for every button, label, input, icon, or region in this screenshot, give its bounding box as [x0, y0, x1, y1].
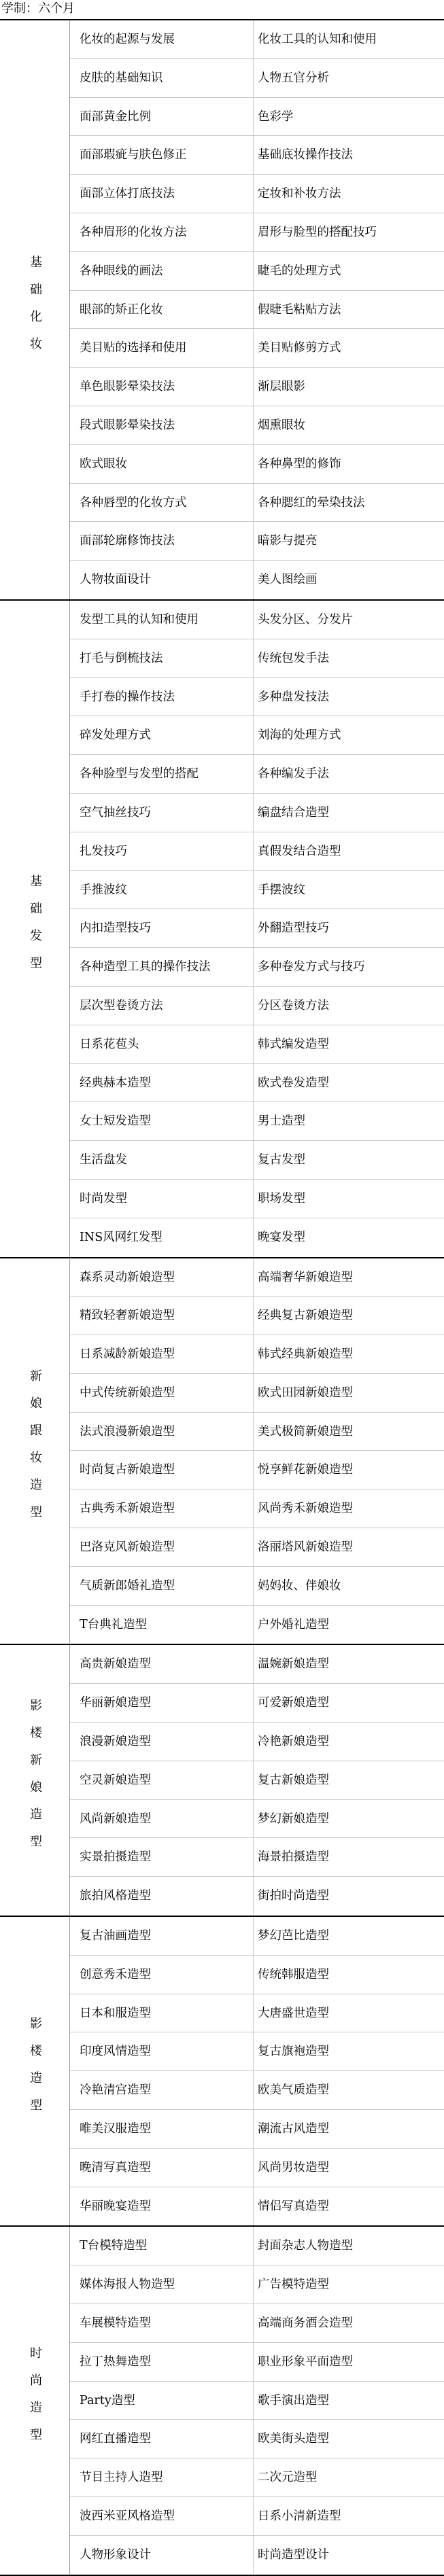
table-row [70, 1838, 444, 1877]
table-row [70, 2110, 444, 2149]
table-row [70, 2420, 444, 2458]
table-row [70, 1645, 444, 1684]
course-item-left: 生活盘发 [70, 1141, 254, 1179]
course-item-left: 面部轮廓修饰技法 [70, 522, 254, 560]
course-item-left: 华丽晚宴造型 [70, 2187, 254, 2226]
course-item-left: 华丽新娘造型 [70, 1684, 254, 1722]
course-item-right: 海景拍摄造型 [258, 1850, 329, 1865]
table-row [70, 406, 444, 445]
course-item-left: 发型工具的认知和使用 [70, 601, 254, 639]
course-item-right: 传统韩服造型 [258, 1967, 329, 1981]
course-item-right: 封面杂志人物造型 [258, 2239, 353, 2253]
table-row [70, 987, 444, 1025]
course-item-right: 眉形与脸型的搭配技巧 [258, 225, 377, 239]
course-item-right: 风尚秀禾新娘造型 [258, 1502, 353, 1516]
course-item-left: 内扣造型技巧 [70, 909, 254, 947]
course-item-left: T台典礼造型 [70, 1606, 254, 1644]
table-row [70, 2032, 444, 2071]
course-item-left: 各种眉形的化妆方法 [70, 213, 254, 251]
course-item-right: 男士造型 [258, 1114, 305, 1129]
table-row [70, 2343, 444, 2382]
table-row [70, 561, 444, 599]
course-item-right: 渐层眼影 [258, 380, 305, 394]
table-row [70, 2265, 444, 2304]
course-item-right: 编盘结合造型 [258, 805, 329, 819]
course-item-right: 梦幻芭比造型 [258, 1929, 329, 1943]
course-item-left: 巴洛克风新娘造型 [70, 1528, 254, 1566]
table-row [70, 1877, 444, 1916]
course-item-right: 复古新娘造型 [258, 1773, 329, 1787]
schedule-header: 学制：六个月 [1, 1, 75, 16]
course-item-right: 妈妈妆、伴娘妆 [258, 1578, 341, 1593]
course-item-left: 空灵新娘造型 [70, 1761, 254, 1799]
course-item-right: 多种卷发方式与技巧 [258, 960, 365, 974]
table-row [70, 2227, 444, 2265]
course-item-left: 气质新郎婚礼造型 [70, 1567, 254, 1605]
table-row [70, 909, 444, 948]
table-row [70, 213, 444, 252]
table-row [70, 2304, 444, 2343]
course-item-right: 美目贴修剪方式 [258, 341, 341, 355]
course-item-left: 各种眼线的画法 [70, 252, 254, 290]
table-row [70, 98, 444, 137]
curriculum-table [0, 19, 444, 2576]
course-item-left: 单色眼影晕染技法 [70, 368, 254, 406]
section-rows [70, 1258, 444, 1644]
course-section [0, 599, 444, 1257]
course-item-left: 段式眼影晕染技法 [70, 406, 254, 444]
course-item-left: 精致轻奢新娘造型 [70, 1296, 254, 1335]
course-item-right: 潮流古风造型 [258, 2122, 329, 2136]
table-row [70, 1258, 444, 1297]
course-item-left: 手推波纹 [70, 871, 254, 909]
table-row [70, 1761, 444, 1800]
table-row [70, 252, 444, 291]
course-item-right: 暗影与提亮 [258, 534, 318, 548]
table-row [70, 948, 444, 987]
table-row [70, 1956, 444, 1994]
course-item-right: 复古发型 [258, 1153, 305, 1167]
table-row [70, 794, 444, 832]
course-item-left: 中式传统新娘造型 [70, 1374, 254, 1412]
course-item-right: 晚宴发型 [258, 1230, 305, 1244]
course-item-right: 街拍时尚造型 [258, 1889, 329, 1903]
table-row [70, 832, 444, 871]
course-item-right: 高端商务酒会造型 [258, 2316, 353, 2331]
table-row [70, 522, 444, 561]
course-item-left: 皮肤的基础知识 [70, 59, 254, 97]
table-row [70, 1723, 444, 1761]
table-row [70, 1141, 444, 1180]
category-label: 新娘跟妆造型 [28, 1369, 42, 1533]
course-item-left: 面部立体打底技法 [70, 175, 254, 213]
course-item-right: 梦幻新娘造型 [258, 1812, 329, 1826]
table-row [70, 136, 444, 175]
course-item-right: 假睫毛粘贴方法 [258, 302, 341, 317]
course-item-left: 法式浪漫新娘造型 [70, 1413, 254, 1451]
table-row [70, 1489, 444, 1528]
table-row [70, 59, 444, 98]
table-row [70, 1374, 444, 1413]
course-item-left: 晚清写真造型 [70, 2149, 254, 2187]
table-row [70, 484, 444, 523]
course-item-left: 日系花苞头 [70, 1025, 254, 1063]
course-item-left: 实景拍摄造型 [70, 1838, 254, 1876]
section-category [0, 601, 70, 1257]
table-row [70, 1218, 444, 1257]
course-item-left: 风尚新娘造型 [70, 1800, 254, 1838]
category-label: 影楼造型 [28, 2017, 42, 2126]
course-item-left: 经典赫本造型 [70, 1064, 254, 1102]
table-row [70, 1917, 444, 1956]
course-item-left: 网红直播造型 [70, 2420, 254, 2458]
table-row [70, 2187, 444, 2226]
category-label: 基础发型 [28, 874, 42, 983]
table-row [70, 1413, 444, 1451]
table-row [70, 291, 444, 330]
course-item-left: 波西米亚风格造型 [70, 2497, 254, 2535]
course-item-right: 欧美气质造型 [258, 2083, 329, 2098]
course-item-right: 传统包发手法 [258, 651, 329, 665]
table-row [70, 639, 444, 678]
course-item-left: T台模特造型 [70, 2227, 254, 2265]
course-item-right: 基础底妆操作技法 [258, 148, 353, 162]
course-item-right: 复古旗袍造型 [258, 2045, 329, 2059]
course-item-right: 悦享鲜花新娘造型 [258, 1463, 353, 1477]
course-item-left: 时尚发型 [70, 1180, 254, 1218]
course-item-right: 欧美街头造型 [258, 2432, 329, 2446]
course-item-right: 韩式编发造型 [258, 1037, 329, 1051]
table-row [70, 2497, 444, 2536]
course-item-left: 创意秀禾造型 [70, 1956, 254, 1994]
course-item-left: 碎发处理方式 [70, 716, 254, 754]
course-item-left: 化妆的起源与发展 [70, 20, 254, 58]
table-row [70, 1296, 444, 1335]
course-section [0, 1257, 444, 1644]
table-row [70, 175, 444, 213]
section-rows [70, 20, 444, 599]
course-item-left: 各种唇型的化妆方式 [70, 484, 254, 522]
course-item-right: 睫毛的处理方式 [258, 264, 341, 278]
course-section [0, 1644, 444, 1916]
course-item-right: 情侣写真造型 [258, 2199, 329, 2213]
course-item-left: 各种造型工具的操作技法 [70, 948, 254, 986]
course-item-right: 冷艳新娘造型 [258, 1735, 329, 1749]
course-item-left: 高贵新娘造型 [70, 1645, 254, 1683]
course-item-right: 人物五官分析 [258, 71, 329, 85]
course-item-left: 日系减龄新娘造型 [70, 1335, 254, 1373]
section-rows [70, 1645, 444, 1916]
course-item-right: 洛丽塔风新娘造型 [258, 1540, 353, 1555]
course-item-left: 森系灵动新娘造型 [70, 1258, 254, 1296]
course-item-right: 分区卷烫方法 [258, 998, 329, 1012]
course-item-left: 媒体海报人物造型 [70, 2265, 254, 2304]
table-row [70, 2458, 444, 2497]
course-item-right: 美人图绘画 [258, 573, 318, 587]
table-row [70, 1528, 444, 1567]
section-category [0, 2227, 70, 2574]
course-item-right: 外翻造型技巧 [258, 921, 329, 936]
category-label: 时尚造型 [28, 2346, 42, 2455]
course-item-right: 时尚造型设计 [258, 2547, 329, 2562]
table-row [70, 329, 444, 368]
course-item-left: 人物妆面设计 [70, 561, 254, 599]
course-item-right: 大唐盛世造型 [258, 2006, 329, 2020]
course-item-right: 刘海的处理方式 [258, 728, 341, 743]
section-rows [70, 601, 444, 1257]
table-row [70, 2536, 444, 2575]
table-row [70, 1025, 444, 1064]
course-item-left: 节目主持人造型 [70, 2458, 254, 2496]
course-item-left: 古典秀禾新娘造型 [70, 1489, 254, 1528]
course-item-right: 烟熏眼妆 [258, 418, 305, 432]
table-row [70, 1606, 444, 1644]
course-item-right: 化妆工具的认知和使用 [258, 33, 377, 46]
table-row [70, 1567, 444, 1606]
table-row [70, 1064, 444, 1103]
table-row [70, 1451, 444, 1489]
course-item-right: 美式极简新娘造型 [258, 1424, 353, 1439]
course-item-right: 欧式田园新娘造型 [258, 1386, 353, 1400]
table-row [70, 1102, 444, 1141]
course-item-right: 各种鼻型的修饰 [258, 457, 341, 471]
table-row [70, 755, 444, 794]
table-row [70, 678, 444, 717]
table-row [70, 1180, 444, 1218]
course-item-left: 美目贴的选择和使用 [70, 329, 254, 367]
course-item-left: 扎发技巧 [70, 832, 254, 870]
course-item-right: 各种腮红的晕染技法 [258, 495, 365, 510]
course-item-left: Party造型 [70, 2382, 254, 2420]
course-item-right: 韩式经典新娘造型 [258, 1347, 353, 1362]
course-item-left: 面部黄金比例 [70, 98, 254, 136]
course-item-right: 可爱新娘造型 [258, 1696, 329, 1710]
course-item-right: 广告模特造型 [258, 2278, 329, 2292]
course-item-right: 手摆波纹 [258, 883, 305, 897]
course-item-right: 头发分区、分发片 [258, 612, 353, 627]
course-item-left: 印度风情造型 [70, 2032, 254, 2070]
table-row [70, 1684, 444, 1723]
table-row [70, 445, 444, 484]
section-rows [70, 1917, 444, 2225]
course-item-left: 日本和服造型 [70, 1994, 254, 2032]
table-row [70, 2071, 444, 2110]
course-item-left: 空气抽丝技巧 [70, 794, 254, 832]
section-category [0, 20, 70, 599]
course-item-left: 时尚复古新娘造型 [70, 1451, 254, 1489]
course-item-left: 眼部的矫正化妆 [70, 291, 254, 329]
course-item-left: 人物形象设计 [70, 2536, 254, 2575]
course-section [0, 1916, 444, 2225]
table-row [70, 2149, 444, 2187]
course-item-right: 职场发型 [258, 1191, 305, 1205]
table-row [70, 1800, 444, 1839]
course-item-left: 女士短发造型 [70, 1102, 254, 1140]
section-category [0, 1645, 70, 1916]
section-rows [70, 2227, 444, 2574]
course-item-right: 色彩学 [258, 109, 294, 124]
table-row [70, 20, 444, 59]
course-item-left: 打毛与倒梳技法 [70, 639, 254, 677]
section-category [0, 1917, 70, 2225]
course-item-left: 层次型卷烫方法 [70, 987, 254, 1025]
course-item-right: 定妆和补妆方法 [258, 187, 341, 201]
course-item-left: 车展模特造型 [70, 2304, 254, 2342]
course-item-left: 欧式眼妆 [70, 445, 254, 483]
course-item-left: 手打卷的操作技法 [70, 678, 254, 716]
course-item-right: 欧式卷发造型 [258, 1076, 329, 1090]
section-category [0, 1258, 70, 1644]
category-label: 基础化妆 [28, 255, 42, 364]
course-item-right: 户外婚礼造型 [258, 1617, 329, 1631]
table-row [70, 601, 444, 639]
course-section [0, 19, 444, 599]
course-item-left: 面部瑕疵与肤色修正 [70, 136, 254, 174]
course-item-right: 职业形象平面造型 [258, 2354, 353, 2369]
course-item-right: 二次元造型 [258, 2471, 318, 2485]
course-item-right: 高端奢华新娘造型 [258, 1270, 353, 1284]
course-item-left: 各种脸型与发型的搭配 [70, 755, 254, 793]
course-item-right: 经典复古新娘造型 [258, 1309, 353, 1323]
course-item-left: 浪漫新娘造型 [70, 1723, 254, 1761]
course-item-left: 旅拍风格造型 [70, 1877, 254, 1916]
course-item-left: 拉丁热舞造型 [70, 2343, 254, 2381]
table-row [70, 871, 444, 910]
course-item-left: 唯美汉服造型 [70, 2110, 254, 2148]
course-item-right: 日系小清新造型 [258, 2509, 341, 2523]
course-item-right: 温婉新娘造型 [258, 1657, 329, 1672]
course-item-right: 多种盘发技法 [258, 690, 329, 704]
table-row [70, 368, 444, 406]
category-label: 影楼新娘造型 [28, 1699, 42, 1863]
table-row [70, 1335, 444, 1374]
table-row [70, 716, 444, 755]
course-item-right: 歌手演出造型 [258, 2393, 329, 2407]
course-item-right: 各种编发手法 [258, 767, 329, 781]
table-row [70, 2382, 444, 2420]
course-item-right: 风尚男妆造型 [258, 2160, 329, 2174]
course-section [0, 2225, 444, 2575]
table-row [70, 1994, 444, 2033]
course-item-right: 真假发结合造型 [258, 844, 341, 858]
course-item-left: 冷艳清宫造型 [70, 2071, 254, 2109]
course-item-left: 复古油画造型 [70, 1917, 254, 1955]
course-item-left: INS风网红发型 [70, 1218, 254, 1257]
